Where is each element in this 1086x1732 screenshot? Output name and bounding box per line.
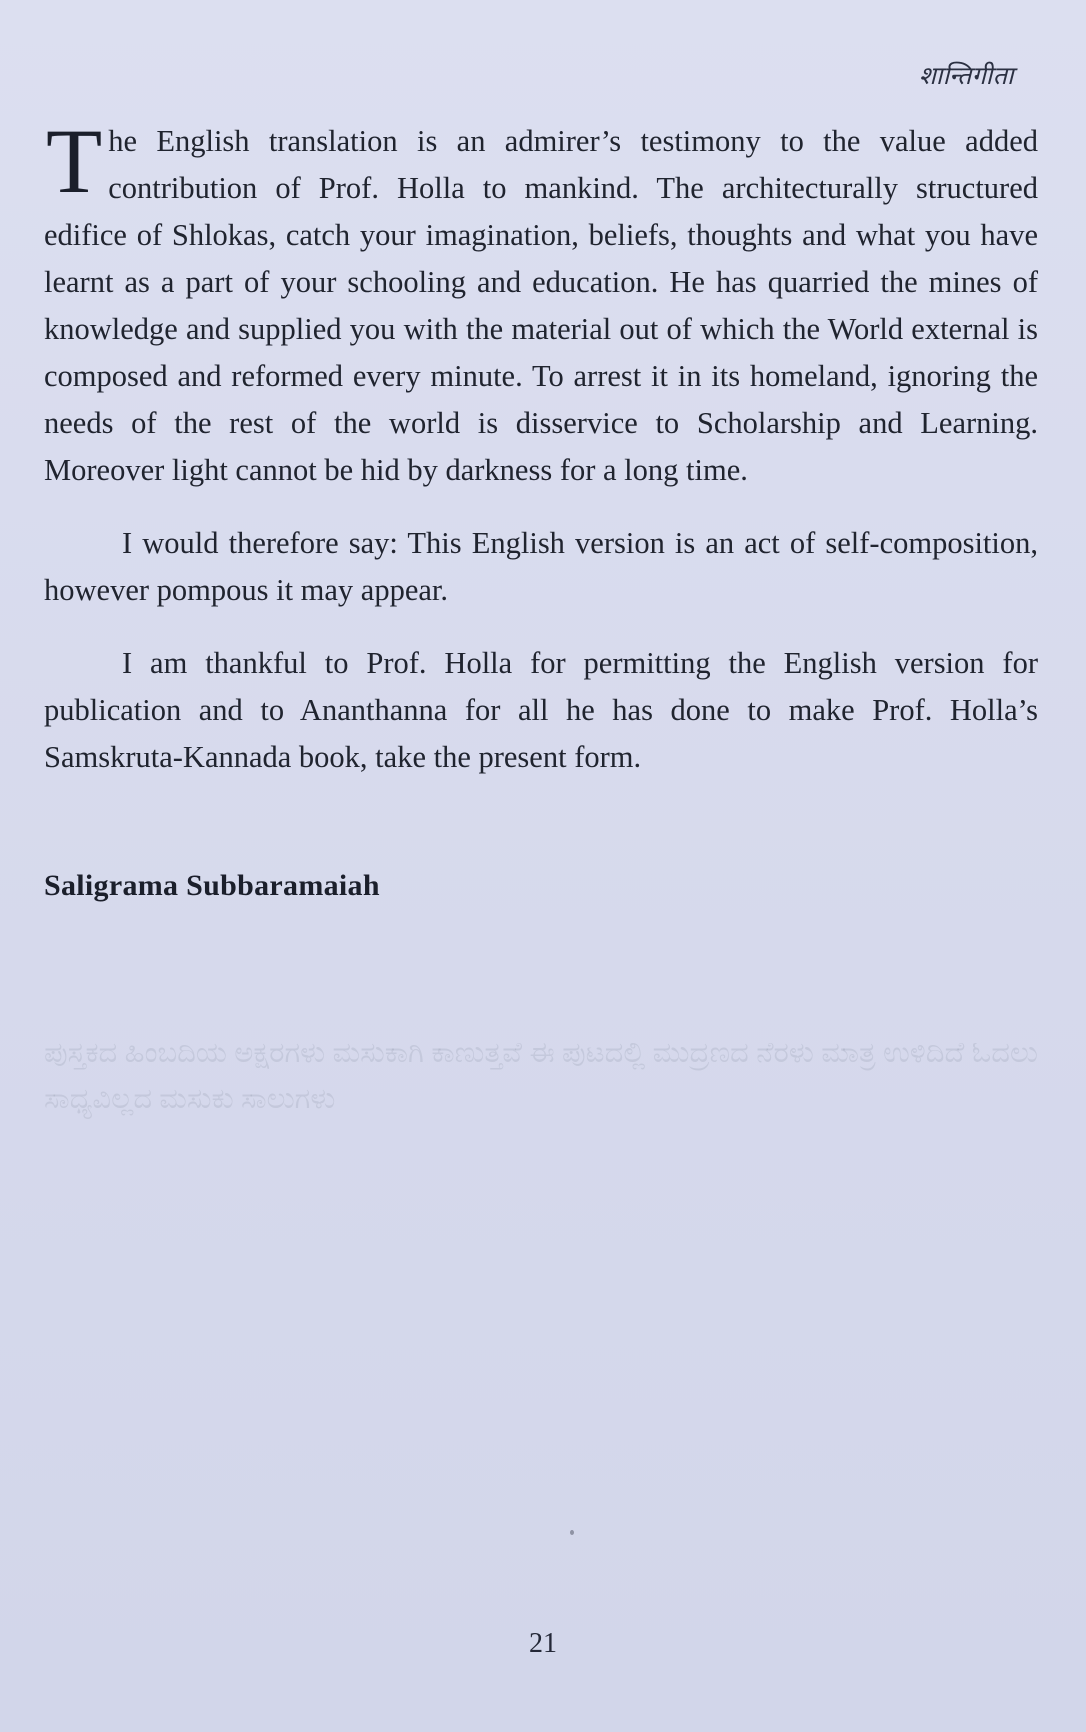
print-speck <box>570 1530 574 1535</box>
author-signature: Saligrama Subbaramaiah <box>44 869 380 902</box>
page-body <box>44 110 1038 903</box>
running-head: शान्तिगीता <box>918 61 1014 90</box>
drop-cap: T <box>46 110 103 212</box>
paragraph-1-text: he English translation is an admirer’s testimony to the value added contribution of Prof. Holla to mankind. The architecturally structured edifice of Shlokas, catch your imagination, beliefs, thoughts and what you have learnt as a part of your schooling and education. He has quarried the mines of knowledge and supplied you with the material out of which the World external is composed and reformed every minute. To arrest it in its homeland, ignoring the needs of the rest of the world is disservice to Scholarship and Learning. Moreover light cannot be hid by darkness for a long time. <box>44 124 1038 487</box>
showthrough-text: ಪುಸ್ತಕದ ಹಿಂಬದಿಯ ಅಕ್ಷರಗಳು ಮಸುಕಾಗಿ ಕಾಣುತ್ತವೆ ಈ ಪುಟದಲ್ಲಿ ಮುದ್ರಣದ ನೆರಳು ಮಾತ್ರ ಉಳಿದಿದೆ ಓದಲು ಸಾಧ್ಯವಿಲ್ಲದ ಮಸುಕು ಸಾಲುಗಳು <box>44 1037 1038 1115</box>
paragraph-3: I am thankful to Prof. Holla for permitting the English version for publication and to Ananthanna for all he has done to make Prof. Holla’s Samskruta-Kannada book, take the present form. <box>44 646 1038 774</box>
paragraph-2: I would therefore say: This English version is an act of self-composition, however pompous it may appear. <box>44 526 1038 607</box>
paragraph-1 <box>44 110 1038 494</box>
page-number: 21 <box>529 1628 557 1659</box>
